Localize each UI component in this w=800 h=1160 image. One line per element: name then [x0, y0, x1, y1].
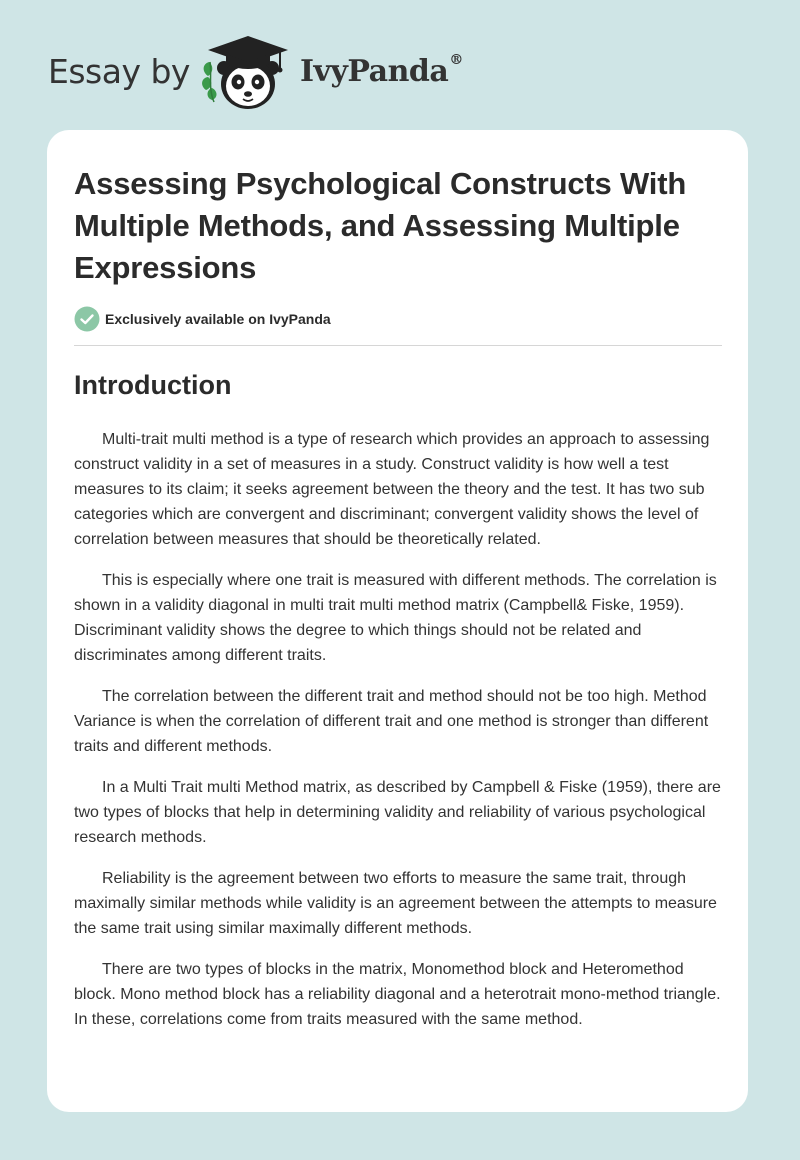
- section-heading-introduction: Introduction: [74, 370, 232, 400]
- paragraph: Multi-trait multi method is a type of research which provides an approach to assessing construct validity in a set of measures in a study. Construct validity is how well a test measures to its claim; it seeks agreement between the theory and the test. It has two sub categories which are convergent and discriminant; convergent validity shows the level of correlation between measures that should be theoretically related.: [74, 431, 710, 548]
- page-title: Assessing Psychological Constructs With Multiple Methods, and Assessing Multiple Expressions: [74, 166, 687, 285]
- paragraph: This is especially where one trait is measured with different methods. The correlation is shown in a validity diagonal in multi trait multi method matrix (Campbell& Fiske, 1959). Discriminant validity shows the degree to which things should not be related and discriminates among different traits.: [74, 572, 717, 664]
- essay-card: [47, 130, 748, 1112]
- paragraph: There are two types of blocks in the matrix, Monomethod block and Heteromethod block. Mono method block has a reliability diagonal and a heterotrait mono-method triangle. In these, correlations come from traits measured with the same method.: [74, 961, 721, 1028]
- essay-by-label: Essay by: [48, 52, 190, 91]
- check-circle-icon: [74, 306, 100, 332]
- ivy-leaf-icon: [202, 62, 216, 102]
- paragraph: The correlation between the different trait and method should not be too high. Method Variance is when the correlation of different trait and one method is stronger than different traits and different methods.: [74, 688, 709, 755]
- paragraph: In a Multi Trait multi Method matrix, as described by Campbell & Fiske (1959), there are two types of blocks that help in determining validity and reliability of various psychological research methods.: [74, 779, 721, 846]
- exclusive-badge: [74, 306, 331, 332]
- site-header: [48, 30, 568, 110]
- brand-name[interactable]: [300, 54, 463, 89]
- registered-mark: ®: [449, 52, 463, 68]
- divider: [74, 345, 722, 346]
- brand-label: IvyPanda: [300, 54, 449, 89]
- graduation-panda-logo-icon[interactable]: [200, 32, 296, 112]
- exclusive-badge-text: Exclusively available on IvyPanda: [105, 311, 331, 327]
- article-body: [74, 427, 722, 1048]
- paragraph: Reliability is the agreement between two efforts to measure the same trait, through maximally similar methods while validity is an agreement between the attempts to measure the same trait using similar maximally different methods.: [74, 870, 717, 937]
